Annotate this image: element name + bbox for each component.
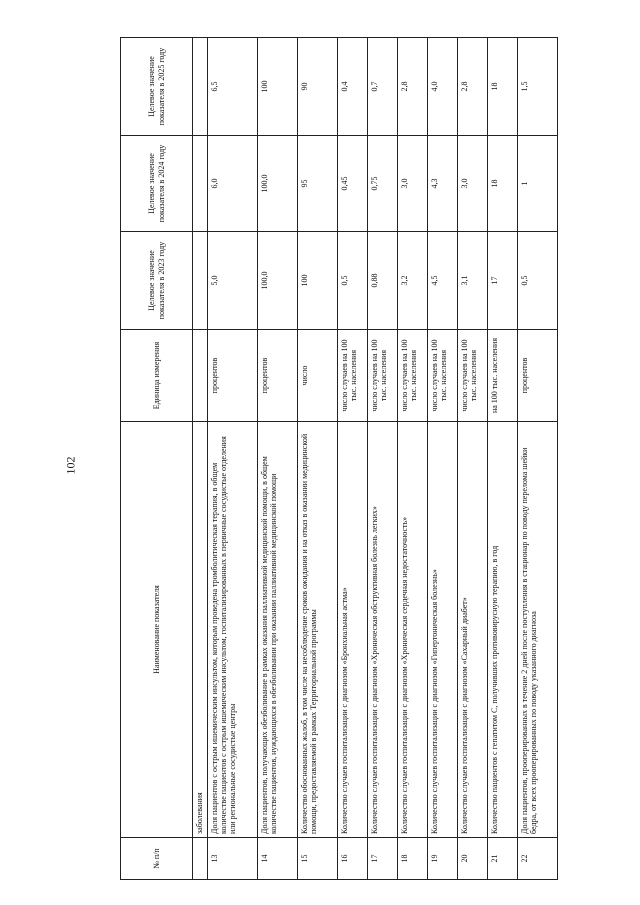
cell-2025: 0,4 bbox=[338, 38, 368, 136]
cell-2024: 3,0 bbox=[458, 136, 488, 232]
cell-unit: число случаев на 100 тыс. населения bbox=[338, 330, 368, 422]
cell-num: 15 bbox=[298, 838, 338, 880]
cell-2024: 3,0 bbox=[398, 136, 428, 232]
cell-unit: число случаев на 100 тыс. населения bbox=[368, 330, 398, 422]
cell-unit: число случаев на 100 тыс. населения bbox=[398, 330, 428, 422]
table-row bbox=[208, 38, 258, 880]
cell-2024: 6,0 bbox=[208, 136, 258, 232]
cell-2023: 5,0 bbox=[208, 232, 258, 330]
cell-unit: на 100 тыс. населения bbox=[488, 330, 518, 422]
header-2023: Целевое значение показателя в 2023 году bbox=[121, 232, 193, 330]
indicator-table-area bbox=[120, 38, 539, 880]
cell-2024: 95 bbox=[298, 136, 338, 232]
cell-num: 22 bbox=[518, 838, 558, 880]
cell-2025: 0,7 bbox=[368, 38, 398, 136]
cell-2023: 100 bbox=[298, 232, 338, 330]
cell-2023: 0,5 bbox=[338, 232, 368, 330]
indicator-table bbox=[120, 37, 558, 880]
cell-2025 bbox=[193, 38, 208, 136]
cell-2024: 0,45 bbox=[338, 136, 368, 232]
cell-2024: 18 bbox=[488, 136, 518, 232]
table-row bbox=[298, 38, 338, 880]
table-row bbox=[428, 38, 458, 880]
cell-num: 16 bbox=[338, 838, 368, 880]
cell-2025: 1,5 bbox=[518, 38, 558, 136]
cell-num: 17 bbox=[368, 838, 398, 880]
cell-unit: число случаев на 100 тыс. населения bbox=[428, 330, 458, 422]
cell-2025: 2,8 bbox=[398, 38, 428, 136]
cell-unit bbox=[193, 330, 208, 422]
cell-name: Количество пациентов с гепатитом С, получивших противовирусную терапию, в год bbox=[488, 422, 518, 838]
cell-2025: 100 bbox=[258, 38, 298, 136]
cell-unit: процентов bbox=[258, 330, 298, 422]
table-row bbox=[368, 38, 398, 880]
header-2025: Целевое значение показателя в 2025 году bbox=[121, 38, 193, 136]
cell-2023: 4,5 bbox=[428, 232, 458, 330]
table-row bbox=[458, 38, 488, 880]
header-num: № п/п bbox=[121, 838, 193, 880]
cell-2025: 2,8 bbox=[458, 38, 488, 136]
table-row bbox=[488, 38, 518, 880]
cell-2025: 90 bbox=[298, 38, 338, 136]
cell-name: Количество обоснованных жалоб, в том числе на несоблюдение сроков ожидания и на отказ в оказании медицинской помощи, предоставляемой в рамках Территориальной программы bbox=[298, 422, 338, 838]
cell-2023: 17 bbox=[488, 232, 518, 330]
table-row bbox=[338, 38, 368, 880]
cell-num: 18 bbox=[398, 838, 428, 880]
cell-2023: 3,2 bbox=[398, 232, 428, 330]
table-row bbox=[258, 38, 298, 880]
cell-2024: 4,3 bbox=[428, 136, 458, 232]
cell-name: Доля пациентов, прооперированных в течение 2 дней после поступления в стационар по поводу перелома шейки бедра, от всех прооперированных по поводу указанного диагноза bbox=[518, 422, 558, 838]
cell-2025: 18 bbox=[488, 38, 518, 136]
cell-2025: 6,5 bbox=[208, 38, 258, 136]
cell-num bbox=[193, 838, 208, 880]
page-number: 102 bbox=[63, 456, 78, 475]
header-2024: Целевое значение показателя в 2024 году bbox=[121, 136, 193, 232]
cell-num: 20 bbox=[458, 838, 488, 880]
cell-2024 bbox=[193, 136, 208, 232]
cell-name: Количество случаев госпитализации с диагнозом «Сахарный диабет» bbox=[458, 422, 488, 838]
rotated-table-container bbox=[120, 38, 539, 880]
cell-2023: 0,88 bbox=[368, 232, 398, 330]
cell-2025: 4,0 bbox=[428, 38, 458, 136]
cell-2024: 100,0 bbox=[258, 136, 298, 232]
header-name: Наименование показателя bbox=[121, 422, 193, 838]
cell-name-continuation: заболевания bbox=[193, 422, 208, 838]
cell-unit: число bbox=[298, 330, 338, 422]
cell-name: Количество случаев госпитализации с диагнозом «Хроническая обструктивная болезнь легких» bbox=[368, 422, 398, 838]
cell-2023: 100,0 bbox=[258, 232, 298, 330]
cell-num: 19 bbox=[428, 838, 458, 880]
table-row bbox=[518, 38, 558, 880]
cell-unit: процентов bbox=[208, 330, 258, 422]
cell-num: 21 bbox=[488, 838, 518, 880]
cell-name: Количество случаев госпитализации с диагнозом «Гипертоническая болезнь» bbox=[428, 422, 458, 838]
table-row bbox=[398, 38, 428, 880]
cell-unit: число случаев на 100 тыс. населения bbox=[458, 330, 488, 422]
cell-num: 13 bbox=[208, 838, 258, 880]
cell-unit: процентов bbox=[518, 330, 558, 422]
cell-name: Количество случаев госпитализации с диагнозом «Бронхиальная астма» bbox=[338, 422, 368, 838]
cell-2024: 1 bbox=[518, 136, 558, 232]
cell-num: 14 bbox=[258, 838, 298, 880]
cell-2023 bbox=[193, 232, 208, 330]
cell-2023: 0,5 bbox=[518, 232, 558, 330]
cell-2024: 0,75 bbox=[368, 136, 398, 232]
cell-2023: 3,1 bbox=[458, 232, 488, 330]
cell-name: Доля пациентов, получающих обезболивание в рамках оказания паллиативной медицинской помощи, в общем количестве пациентов, нуждающихся в обезболивании при оказании паллиативной медицинской помощи bbox=[258, 422, 298, 838]
table-header-row bbox=[121, 38, 193, 880]
header-unit: Единица измерения bbox=[121, 330, 193, 422]
cell-name: Количество случаев госпитализации с диагнозом «Хроническая сердечная недостаточность» bbox=[398, 422, 428, 838]
table-row-continuation bbox=[193, 38, 208, 880]
cell-name: Доля пациентов с острым ишемическим инсультом, которым проведена тромболитическая терапия, в общем количестве пациентов с острым ишемическим инсультом, госпитализированных в первичные сосудистые отделения или региональные сосудистые центры bbox=[208, 422, 258, 838]
